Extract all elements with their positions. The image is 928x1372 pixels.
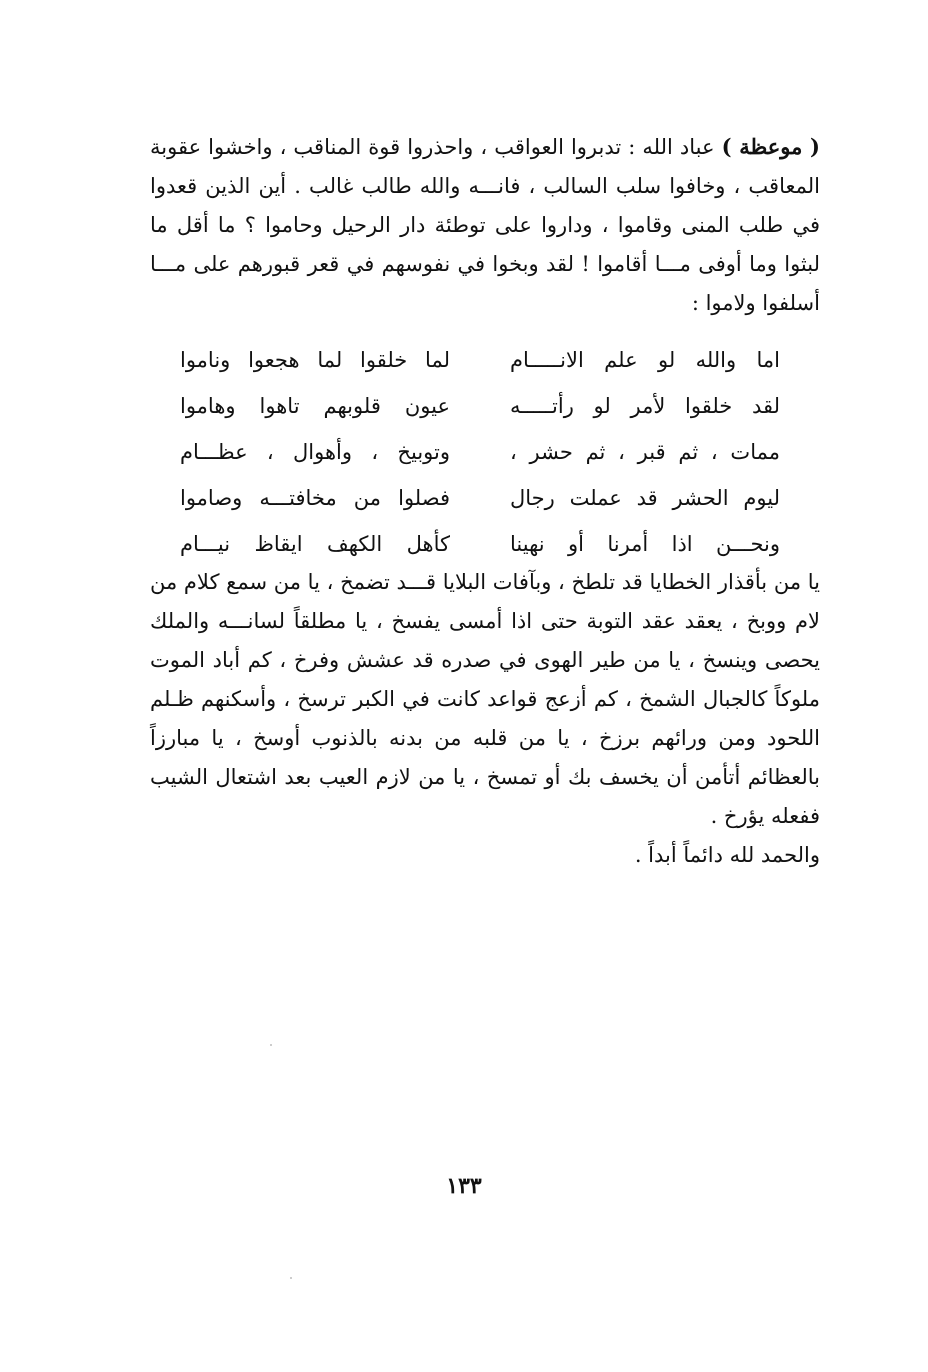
poem-verse (180, 475, 780, 521)
verse-first-hemistich: لقد خلقوا لأمر لو رأتـــــه (510, 394, 780, 418)
poem-verse (180, 521, 780, 567)
verse-second-hemistich: وتوبيخ ، وأهوال ، عظـــام (180, 440, 450, 464)
verse-second-hemistich: عيون قلوبهم تاهوا وهاموا (180, 394, 450, 418)
verse-first-hemistich: اما والله لو علم الانـــــام (510, 348, 780, 372)
poem (180, 337, 780, 567)
verse-second-hemistich: لما خلقوا لما هجعوا وناموا (180, 348, 450, 372)
verse-first-hemistich: ممات ، ثم قبر ، ثم حشر ، (510, 440, 780, 464)
verse-second-hemistich: فصلوا من مخافتـــه وصاموا (180, 486, 450, 510)
verse-second-hemistich: كأهل الكهف ايقاظ نيـــام (180, 532, 450, 556)
verse-first-hemistich: ليوم الحشر قد عملت رجال (510, 486, 780, 510)
closing-praise: والحمد لله دائماً أبداً . (634, 843, 820, 867)
closing-text: يا من بأقذار الخطايا قد تلطخ ، وبآفات البلايا قـــد تضمخ ، يا من سمع كلام من لام ووبخ ، يعقد عقد التوبة حتى اذا أمسى يفسخ ، يا مطلقاً لسانـــه والملك يحصى وينسخ ، يا من طير الهوى في صدره قد عشش وفرخ ، كم أباد الموت ملوكاً كالجبال الشمخ ، كم أزعج قواعد كانت في الكبر ترسخ ، وأسكنهم ظـلم اللحود ومن ورائهم برزخ ، يا من قلبه من بدنه بالذنوب أوسخ ، يا مبارزاً بالعظائم أتأمن أن يخسف بك أو تمسخ ، يا من لازم العيب بعد اشتعال الشيب ففعله يؤرخ . (150, 570, 820, 828)
sermon-heading: ( موعظة ) (721, 134, 820, 159)
scan-speck (270, 1044, 272, 1046)
intro-text: عباد الله : تدبروا العواقب ، واحذروا قوة المناقب ، واخشوا عقوبة المعاقب ، وخافوا سلب السالب ، فانـــه والله طالب غالب . أين الذين قعدوا في طلب المنى وقاموا ، وداروا على توطئة دار الرحيل وحاموا ؟ ما أقل ما لبثوا وما أوفى مـــا أقاموا ! لقد وبخوا في نفوسهم في قعر قبورهم على مـــا أسلفوا ولاموا : (150, 135, 820, 315)
poem-verse (180, 337, 780, 383)
sermon-closing-paragraph (150, 563, 820, 875)
poem-verse (180, 429, 780, 475)
sermon-intro-paragraph (150, 127, 820, 323)
poem-verse (180, 383, 780, 429)
intro-paragraph (150, 127, 820, 323)
verse-first-hemistich: ونحـــن اذا أمرنا أو نهينا (510, 532, 780, 556)
scan-speck (290, 1277, 292, 1279)
page-number: ١٣٣ (446, 1173, 482, 1199)
